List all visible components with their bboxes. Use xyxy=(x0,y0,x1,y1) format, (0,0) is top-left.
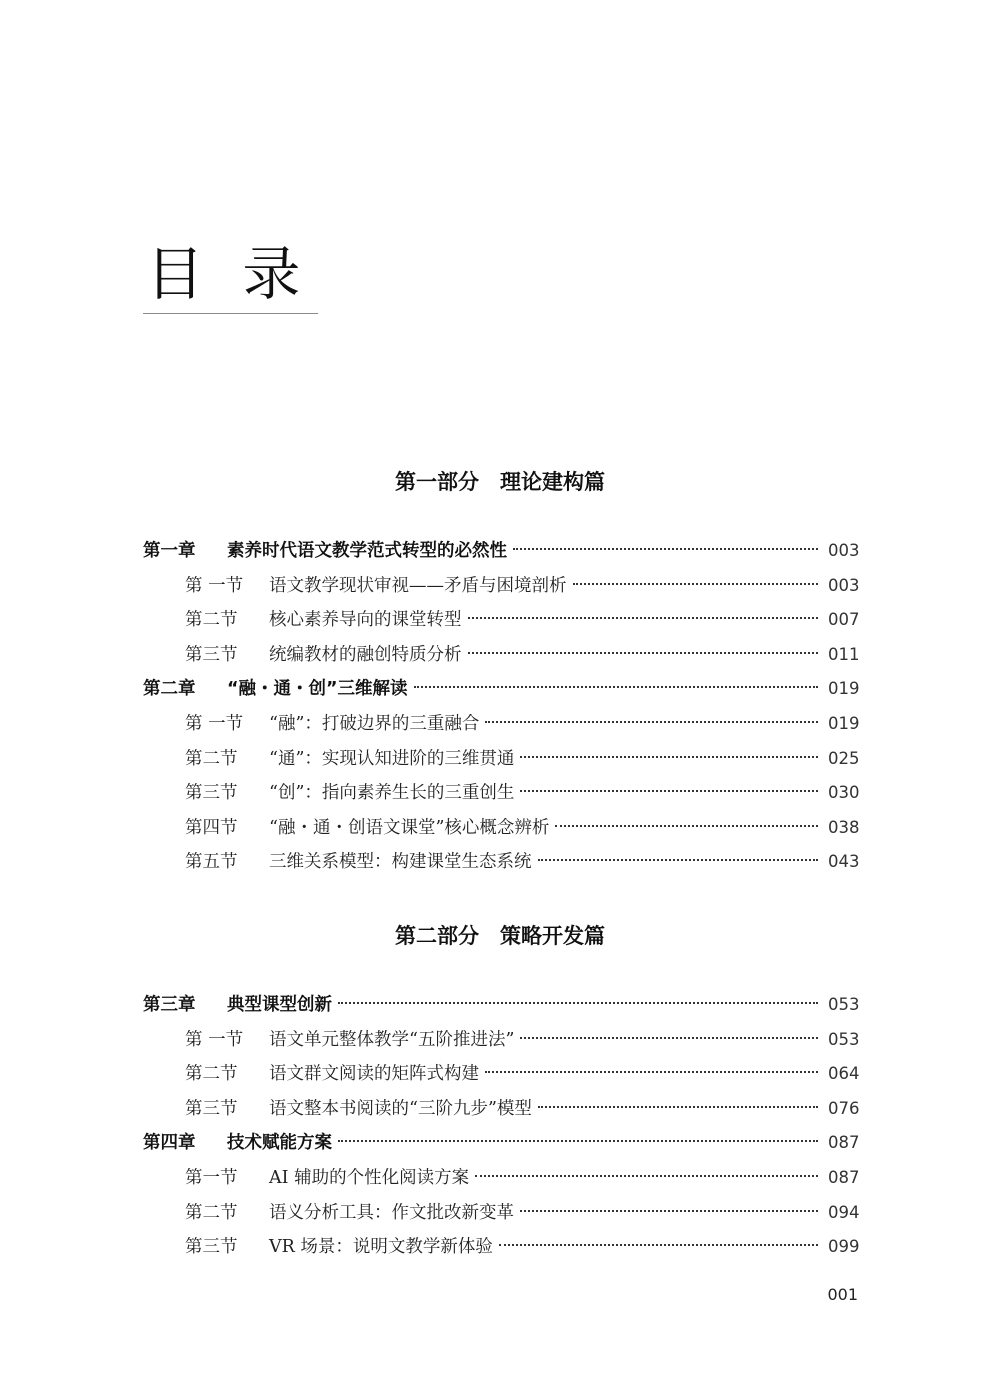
page-title: 目 录 xyxy=(146,240,311,308)
page-ref: 038 xyxy=(828,817,860,837)
section-title: “通”：实现认知进阶的三维贯通 xyxy=(269,748,515,769)
chapter-title: 素养时代语文教学范式转型的必然性 xyxy=(227,541,507,561)
toc-section-entry[interactable] xyxy=(143,603,858,638)
toc-section-entry[interactable] xyxy=(143,742,858,777)
page-ref: 087 xyxy=(828,1167,860,1187)
section-title: VR 场景：说明文教学新体验 xyxy=(269,1237,493,1258)
section-title: “融”：打破边界的三重融合 xyxy=(269,713,480,734)
page-ref: 076 xyxy=(828,1098,860,1118)
section-number: 第四节 xyxy=(185,817,238,838)
toc-section-entry[interactable] xyxy=(143,811,858,846)
toc-chapter-entry[interactable] xyxy=(143,672,858,707)
chapter-number: 第四章 xyxy=(143,1133,196,1154)
dot-leader xyxy=(520,790,818,792)
section-number: 第五节 xyxy=(185,852,238,873)
toc-section-entry[interactable] xyxy=(143,638,858,673)
part-title-2: 第二部分 策略开发篇 xyxy=(395,924,605,948)
section-number: 第 一节 xyxy=(185,713,244,734)
page-ref: 007 xyxy=(828,610,860,630)
section-title: “融・通・创语文课堂”核心概念辨析 xyxy=(269,817,550,838)
chapter-title: 典型课型创新 xyxy=(227,995,332,1015)
toc-section-entry[interactable] xyxy=(143,1023,858,1058)
section-number: 第三节 xyxy=(185,1237,238,1258)
part-title-1: 第一部分 理论建构篇 xyxy=(395,470,605,494)
section-title: AI 辅助的个性化阅读方案 xyxy=(269,1167,470,1188)
section-title: “创”：指向素养生长的三重创生 xyxy=(269,783,515,804)
section-title: 语文整本书阅读的“三阶九步”模型 xyxy=(269,1098,532,1119)
toc-section-entry[interactable] xyxy=(143,707,858,742)
toc-section-entry[interactable] xyxy=(143,776,858,811)
chapter-number: 第一章 xyxy=(143,541,196,561)
dot-leader xyxy=(485,721,818,723)
dot-leader xyxy=(414,686,818,688)
page-ref: 030 xyxy=(828,783,860,803)
section-number: 第二节 xyxy=(185,610,238,631)
section-number: 第二节 xyxy=(185,1202,238,1223)
dot-leader xyxy=(513,548,818,550)
dot-leader xyxy=(520,1037,818,1039)
section-number: 第二节 xyxy=(185,748,238,769)
section-number: 第三节 xyxy=(185,783,238,804)
page-ref: 011 xyxy=(828,644,860,664)
toc-section-entry[interactable] xyxy=(143,845,858,880)
page-ref: 087 xyxy=(828,1133,860,1153)
section-title: 语文单元整体教学“五阶推进法” xyxy=(269,1029,515,1050)
section-title: 统编教材的融创特质分析 xyxy=(269,644,462,665)
toc-section-entry[interactable] xyxy=(143,1092,858,1127)
page-ref: 019 xyxy=(828,679,860,699)
toc-section-entry[interactable] xyxy=(143,1196,858,1231)
section-number: 第一节 xyxy=(185,1167,238,1188)
page-ref: 053 xyxy=(828,995,860,1014)
dot-leader xyxy=(338,1140,818,1142)
toc-list-part-1 xyxy=(143,534,858,880)
page-ref: 099 xyxy=(828,1237,860,1257)
section-title: 核心素养导向的课堂转型 xyxy=(269,610,462,631)
chapter-number: 第三章 xyxy=(143,995,196,1015)
dot-leader xyxy=(468,617,819,619)
page-ref: 043 xyxy=(828,852,860,872)
chapter-title: “融・通・创”三维解读 xyxy=(227,679,408,700)
dot-leader xyxy=(485,1071,818,1073)
toc-chapter-entry[interactable] xyxy=(143,534,858,569)
toc-section-entry[interactable] xyxy=(143,569,858,604)
section-title: 语义分析工具：作文批改新变革 xyxy=(269,1202,514,1223)
section-title: 语文教学现状审视——矛盾与困境剖析 xyxy=(269,575,567,596)
dot-leader xyxy=(520,756,818,758)
chapter-title: 技术赋能方案 xyxy=(227,1133,332,1154)
chapter-number: 第二章 xyxy=(143,679,196,700)
dot-leader xyxy=(520,1210,818,1212)
toc-section-entry[interactable] xyxy=(143,1230,858,1265)
page-ref: 094 xyxy=(828,1202,860,1222)
page-ref: 025 xyxy=(828,748,860,768)
page-ref: 064 xyxy=(828,1064,860,1084)
toc-chapter-entry[interactable] xyxy=(143,988,858,1023)
toc-chapter-entry[interactable] xyxy=(143,1126,858,1161)
section-title: 三维关系模型：构建课堂生态系统 xyxy=(269,852,532,873)
section-number: 第 一节 xyxy=(185,575,244,596)
section-number: 第 一节 xyxy=(185,1029,244,1050)
page-ref: 053 xyxy=(828,1029,860,1049)
section-number: 第三节 xyxy=(185,644,238,665)
dot-leader xyxy=(555,825,818,827)
dot-leader xyxy=(538,859,819,861)
dot-leader xyxy=(573,583,819,585)
page-number: 001 xyxy=(827,1285,858,1304)
page-ref: 019 xyxy=(828,713,860,733)
dot-leader xyxy=(538,1106,818,1108)
page-ref: 003 xyxy=(828,575,860,595)
dot-leader xyxy=(338,1002,818,1004)
toc-section-entry[interactable] xyxy=(143,1057,858,1092)
section-number: 第二节 xyxy=(185,1064,238,1085)
toc-list-part-2 xyxy=(143,988,858,1265)
dot-leader xyxy=(468,652,819,654)
page-ref: 003 xyxy=(828,541,860,560)
dot-leader xyxy=(475,1175,818,1177)
toc-section-entry[interactable] xyxy=(143,1161,858,1196)
section-title: 语文群文阅读的矩阵式构建 xyxy=(269,1064,479,1085)
dot-leader xyxy=(499,1244,818,1246)
title-underline xyxy=(143,313,318,314)
section-number: 第三节 xyxy=(185,1098,238,1119)
